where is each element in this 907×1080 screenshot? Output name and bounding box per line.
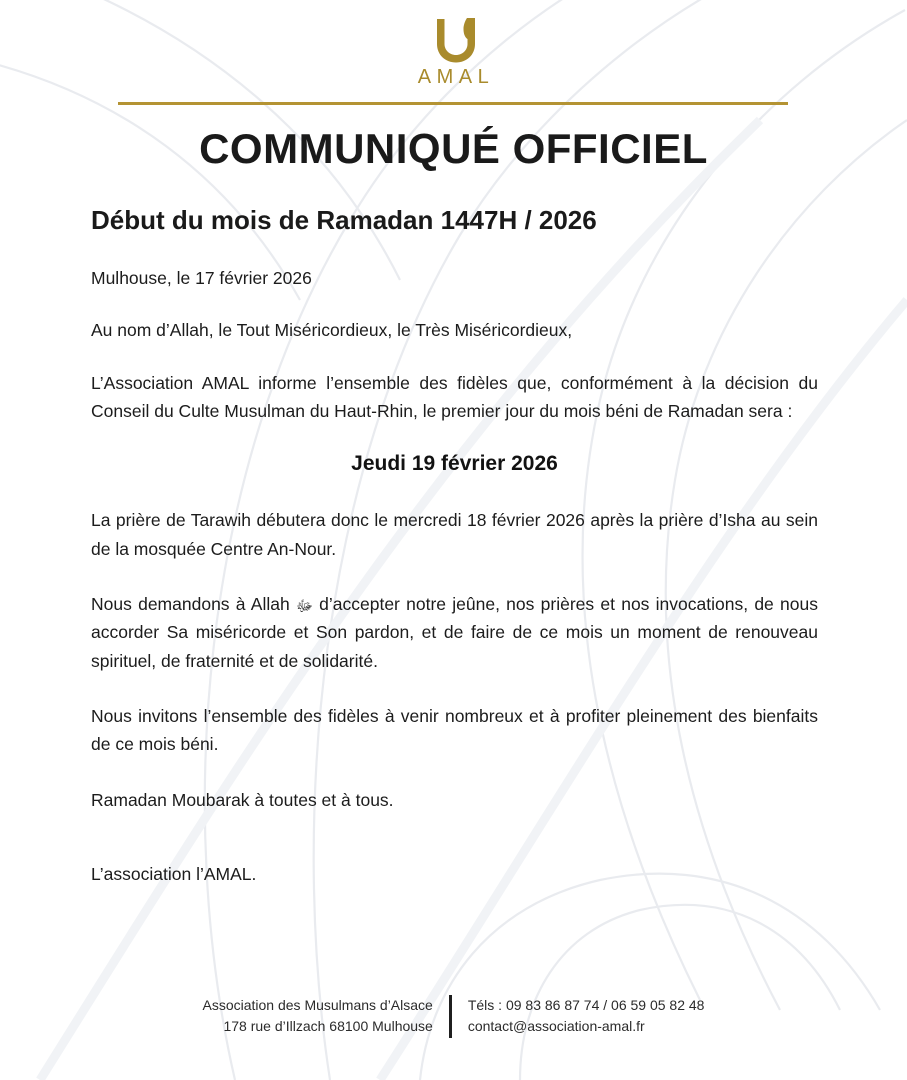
ramadan-start-date: Jeudi 19 février 2026 [351,452,558,476]
greeting-paragraph: Ramadan Moubarak à toutes et à tous. [91,789,394,810]
jalla-jalaluhu-glyph: ﷻ [295,597,313,616]
document-header [0,0,907,89]
page-title: COMMUNIQUÉ OFFICIEL [199,125,708,172]
footer-street-address: 178 rue d’Illzach 68100 Mulhouse [223,1018,433,1035]
footer-phone-numbers: Téls : 09 83 86 87 74 / 06 59 05 82 48 [467,996,705,1013]
tarawih-paragraph: La prière de Tarawih débutera donc le mercredi 18 février 2026 après la prière d’Isha au sein de la mosquée Centre An-Nour. [91,510,818,559]
announcement-paragraph: L’Association AMAL informe l’ensemble des fidèles que, conformément à la décision du Conseil du Culte Musulman du Haut-Rhin, le premier jour du mois béni de Ramadan sera : [91,372,818,422]
invitation-paragraph: Nous invitons l’ensemble des fidèles à venir nombreux et à profiter pleinement des bienfaits de ce mois béni. [91,706,818,755]
crescent-moon-icon [426,14,482,64]
amal-wordmark: AMAL [417,66,495,88]
dua-paragraph [91,590,818,675]
page-subtitle: Début du mois de Ramadan 1447H / 2026 [91,205,597,235]
signature-line: L’association l’AMAL. [91,864,257,885]
footer-address-block [203,995,449,1038]
dua-text-after: d’accepter notre jeûne, nos prières et nos invocations, de nous accorder Sa miséricorde et Son pardon, et de faire de ce mois un moment de renouveau spirituel, de fraternité et de solidarité. [91,594,818,671]
footer-association-name: Association des Musulmans d’Alsace [202,996,433,1013]
dua-text-before: Nous demandons à Allah [91,594,296,615]
dateline: Mulhouse, le 17 février 2026 [91,268,312,288]
basmala-line: Au nom d’Allah, le Tout Miséricordieux, le Très Miséricordieux, [91,320,573,341]
document-body [0,264,907,888]
document-footer [0,995,907,1038]
footer-contact-block [452,995,705,1038]
footer-email: contact@association-amal.fr [467,1018,645,1035]
